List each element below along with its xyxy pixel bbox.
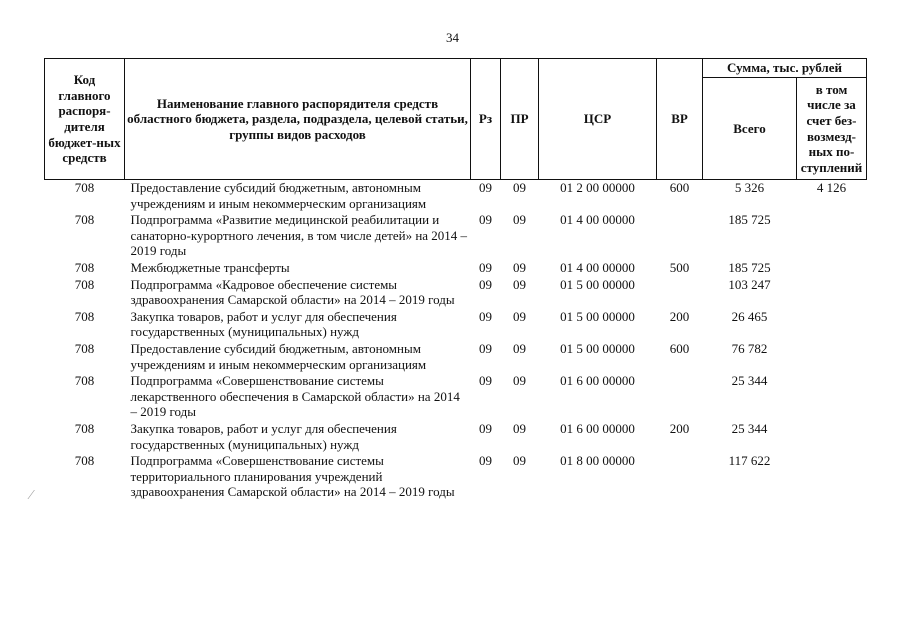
cell-total: 103 247 [728,276,771,292]
header-code: Код главного распоря-дителя бюджет-ных средств [45,59,125,180]
cell-total: 25 344 [731,373,768,389]
cell-grants [797,421,867,453]
cell-rz: 09 [479,453,492,469]
cell-rz: 09 [479,276,492,292]
cell-pr: 09 [513,259,526,275]
cell-csr: 01 8 00 00000 [560,453,635,469]
cell-name: Подпрограмма «Развитие медицинской реабилитации и санаторно-курортного лечения, в том числе детей» на 2014 – 2019 годы [130,212,468,259]
cell-grants [797,212,867,260]
cell-vr: 600 [669,180,690,195]
cell-total: 25 344 [731,420,768,436]
table-row [45,421,867,453]
cell-grants [797,309,867,341]
table-row [45,309,867,341]
cell-code: 708 [74,308,95,324]
cell-rz: 09 [479,373,492,389]
table-row [45,277,867,309]
header-csr: ЦСР [539,59,657,180]
cell-vr: 600 [669,340,690,356]
cell-rz: 09 [479,420,492,436]
header-sum-group: Сумма, тыс. рублей [703,59,867,78]
cell-total: 185 725 [728,259,771,275]
cell-csr: 01 6 00 00000 [560,420,635,436]
cell-pr: 09 [513,308,526,324]
header-pr: ПР [501,59,539,180]
cell-grants [797,453,867,501]
cell-vr [657,373,703,421]
table-row [45,341,867,373]
cell-code: 708 [74,420,95,436]
cell-vr [657,277,703,309]
cell-grants [797,260,867,277]
cell-pr: 09 [513,420,526,436]
cell-pr: 09 [513,340,526,356]
scan-mark: ⁄ [30,488,33,503]
cell-code: 708 [74,373,95,389]
cell-total: 117 622 [728,453,771,469]
cell-csr: 01 2 00 00000 [560,180,635,195]
header-rz: Рз [471,59,501,180]
cell-csr: 01 6 00 00000 [560,373,635,389]
cell-pr: 09 [513,180,526,195]
budget-table [44,58,867,501]
table-row [45,453,867,501]
cell-vr: 500 [669,259,690,275]
cell-rz: 09 [479,308,492,324]
cell-code: 708 [74,259,95,275]
header-total: Всего [703,78,797,180]
cell-csr: 01 4 00 00000 [560,212,635,228]
cell-total: 26 465 [731,308,768,324]
cell-grants [797,277,867,309]
cell-code: 708 [74,276,95,292]
cell-name: Межбюджетные трансферты [130,259,290,275]
table-body [45,180,867,501]
cell-total: 76 782 [731,340,768,356]
cell-rz: 09 [479,259,492,275]
cell-pr: 09 [513,276,526,292]
cell-name: Предоставление субсидий бюджетным, автономным учреждениям и иным некоммерческим организациям [130,340,427,372]
cell-vr [657,212,703,260]
cell-rz: 09 [479,212,492,228]
cell-name: Закупка товаров, работ и услуг для обеспечения государственных (муниципальных) нужд [130,308,397,340]
header-name: Наименование главного распорядителя средств областного бюджета, раздела, подраздела, целевой статьи, группы видов расходов [125,59,471,180]
cell-pr: 09 [513,212,526,228]
cell-total: 5 326 [734,180,765,195]
cell-rz: 09 [479,340,492,356]
cell-vr [657,453,703,501]
table-row [45,260,867,277]
cell-csr: 01 4 00 00000 [560,259,635,275]
cell-csr: 01 5 00 00000 [560,276,635,292]
cell-code: 708 [74,212,95,228]
cell-vr: 200 [669,308,690,324]
header-vr: ВР [657,59,703,180]
cell-name: Подпрограмма «Кадровое обеспечение системы здравоохранения Самарской области» на 2014 – 2019 годы [130,276,455,308]
header-grants: в том числе за счет без-возмезд-ных по-ступлений [797,78,867,180]
cell-pr: 09 [513,373,526,389]
cell-vr: 200 [669,420,690,436]
table-header [45,59,867,180]
cell-code: 708 [74,180,95,195]
table-row [45,212,867,260]
cell-grants: 4 126 [816,180,847,195]
cell-total: 185 725 [728,212,771,228]
cell-grants [797,373,867,421]
cell-grants [797,341,867,373]
table-row [45,180,867,213]
cell-csr: 01 5 00 00000 [560,340,635,356]
cell-code: 708 [74,340,95,356]
cell-name: Закупка товаров, работ и услуг для обеспечения государственных (муниципальных) нужд [130,420,397,452]
cell-name: Предоставление субсидий бюджетным, автономным учреждениям и иным некоммерческим организациям [130,180,427,211]
cell-csr: 01 5 00 00000 [560,308,635,324]
cell-pr: 09 [513,453,526,469]
cell-name: Подпрограмма «Совершенствование системы территориального планирования учреждений здравоохранения Самарской области» на 2014 – 2019 годы [130,453,455,500]
cell-code: 708 [74,453,95,469]
table-row [45,373,867,421]
cell-rz: 09 [479,180,492,195]
cell-name: Подпрограмма «Совершенствование системы лекарственного обеспечения в Самарской области» на 2014 – 2019 годы [130,373,460,420]
page-number: 34 [446,30,459,45]
